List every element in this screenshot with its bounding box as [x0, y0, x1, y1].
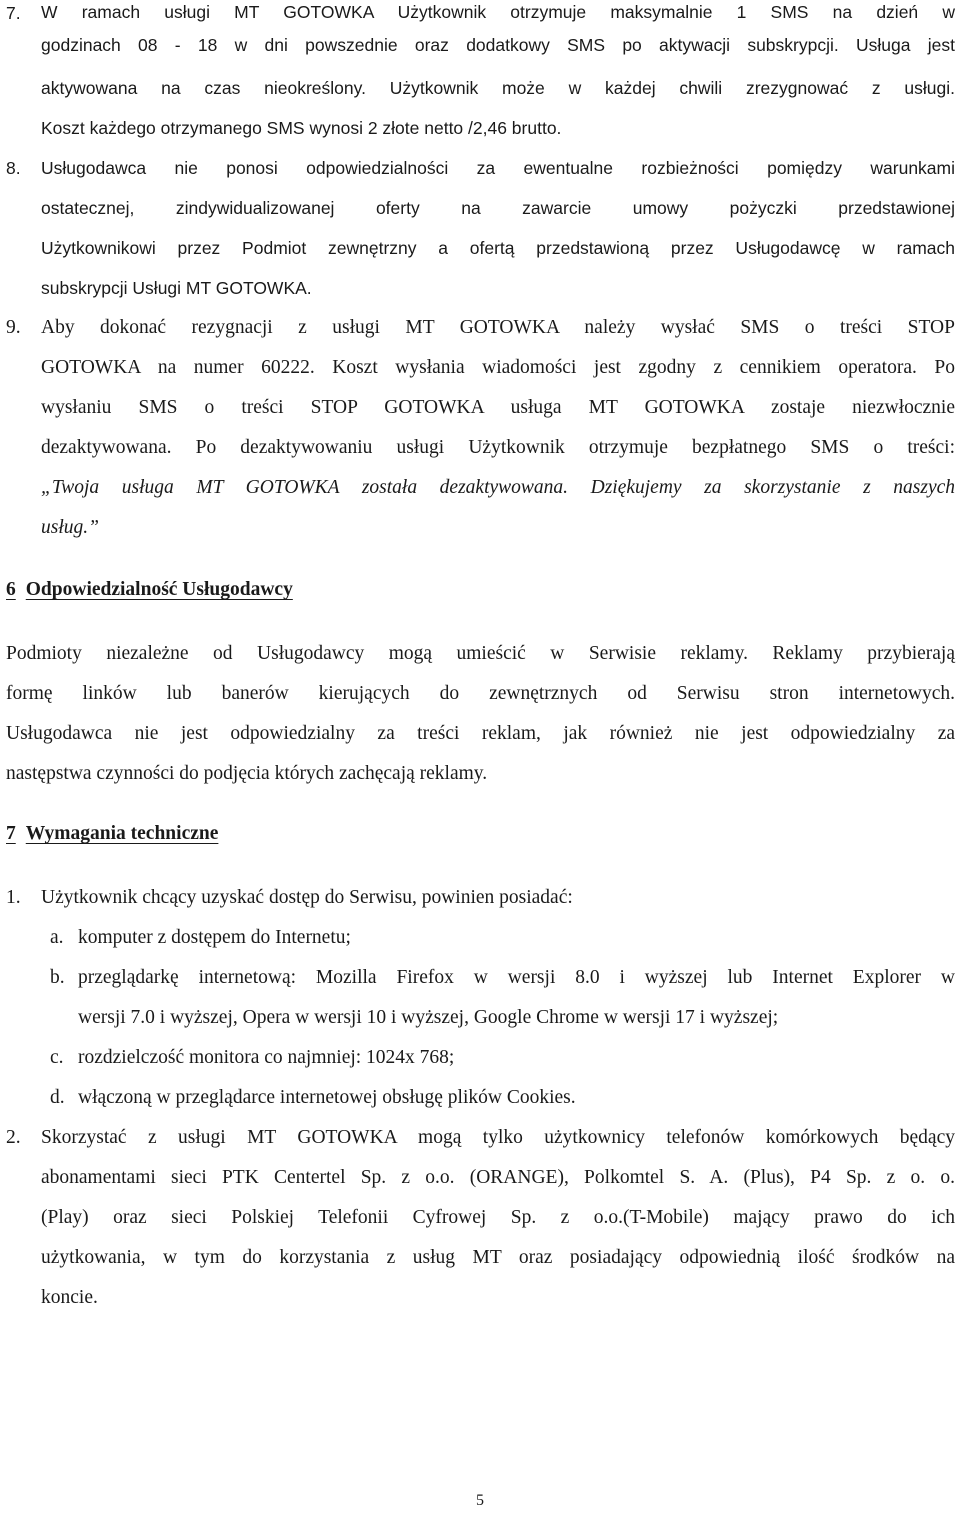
section-6-line-4: następstwa czynności do podjęcia których zachęcają reklamy.: [6, 763, 488, 784]
requirements-2-line-3: (Play) oraz sieci Polskiej Telefonii Cyfrowej Sp. z o.o.(T-Mobile) mający prawo do ich: [41, 1207, 955, 1228]
section-number: 7: [6, 823, 16, 844]
requirements-2-line-5: koncie.: [41, 1287, 98, 1308]
item-9-line-4: dezaktywowana. Po dezaktywowaniu usługi Użytkownik otrzymuje bezpłatnego SMS o treści:: [41, 437, 955, 458]
sub-item-letter: c.: [50, 1047, 64, 1068]
sub-item-b-line-1: przeglądarkę internetową: Mozilla Firefox w wersji 8.0 i wyższej lub Internet Explorer w: [78, 967, 955, 988]
item-number: 2.: [6, 1127, 21, 1148]
sub-item-a: komputer z dostępem do Internetu;: [78, 927, 351, 948]
sms-quote-line: „Twoja usługa MT GOTOWKA została dezaktywowana. Dziękujemy za skorzystanie z naszych: [41, 477, 955, 498]
section-title: Odpowiedzialność Usługodawcy: [25, 579, 293, 600]
sub-item-d: włączoną w przeglądarce internetowej obsługę plików Cookies.: [78, 1087, 576, 1108]
item-7-line-3: aktywowana na czas nieokreślony. Użytkownik może w każdej chwili zrezygnować z usługi.: [41, 78, 955, 98]
section-6-line-1: Podmioty niezależne od Usługodawcy mogą umieścić w Serwisie reklamy. Reklamy przybierają: [6, 643, 955, 664]
sub-item-letter: b.: [50, 967, 65, 988]
item-number: 8.: [6, 158, 21, 178]
item-number: 1.: [6, 887, 21, 908]
requirements-2-line-2: abonamentami sieci PTK Centertel Sp. z o.o. (ORANGE), Polkomtel S. A. (Plus), P4 Sp. z o. o.: [41, 1167, 955, 1188]
item-number: 7.: [6, 3, 21, 23]
item-8-line-3: Użytkownikowi przez Podmiot zewnętrzny a ofertą przedstawioną przez Usługodawcę w ramach: [41, 238, 955, 258]
sub-item-letter: a.: [50, 927, 64, 948]
item-9-line-3: wysłaniu SMS o treści STOP GOTOWKA usługa MT GOTOWKA zostaje niezwłocznie: [41, 397, 955, 418]
requirements-2-line-1: Skorzystać z usługi MT GOTOWKA mogą tylko użytkownicy telefonów komórkowych będący: [41, 1127, 955, 1148]
section-title: Wymagania techniczne: [25, 823, 219, 844]
item-7-line-1: W ramach usługi MT GOTOWKA Użytkownik otrzymuje maksymalnie 1 SMS na dzień w: [41, 2, 955, 22]
page-number: 5: [476, 1492, 484, 1509]
item-8-line-1: Usługodawca nie ponosi odpowiedzialności za ewentualne rozbieżności pomiędzy warunkami: [41, 158, 955, 178]
section-6-line-2: formę linków lub banerów kierujących do zewnętrznych od Serwisu stron internetowych.: [6, 683, 955, 704]
item-number: 9.: [6, 317, 21, 338]
item-9-line-2: GOTOWKA na numer 60222. Koszt wysłania wiadomości jest zgodny z cennikiem operatora. Po: [41, 357, 955, 378]
item-8-line-2: ostatecznej, zindywidualizowanej oferty na zawarcie umowy pożyczki przedstawionej: [41, 198, 955, 218]
section-6-line-3: Usługodawca nie jest odpowiedzialny za treści reklam, jak również nie jest odpowiedzialny za: [6, 723, 955, 744]
item-7-line-2: godzinach 08 - 18 w dni powszednie oraz dodatkowy SMS po aktywacji subskrypcji. Usługa jest: [41, 35, 955, 55]
item-7-line-4: Koszt każdego otrzymanego SMS wynosi 2 złote netto /2,46 brutto.: [41, 118, 562, 138]
sub-item-b-line-2: wersji 7.0 i wyższej, Opera w wersji 10 i wyższej, Google Chrome w wersji 17 i wyższej;: [78, 1007, 779, 1028]
sub-item-letter: d.: [50, 1087, 65, 1108]
section-heading-7: [6, 814, 218, 854]
item-8-line-4: subskrypcji Usługi MT GOTOWKA.: [41, 278, 312, 298]
requirements-2-line-4: użytkowania, w tym do korzystania z usług MT oraz posiadający odpowiednią ilość środków na: [41, 1247, 955, 1268]
requirements-intro: Użytkownik chcący uzyskać dostęp do Serwisu, powinien posiadać:: [41, 887, 573, 908]
section-number: 6: [6, 579, 16, 600]
item-9-line-1: Aby dokonać rezygnacji z usługi MT GOTOWKA należy wysłać SMS o treści STOP: [41, 317, 955, 338]
section-heading-6: [6, 570, 293, 610]
sms-quote-end: usług.”: [41, 517, 99, 538]
sub-item-c: rozdzielczość monitora co najmniej: 1024x 768;: [78, 1047, 455, 1068]
